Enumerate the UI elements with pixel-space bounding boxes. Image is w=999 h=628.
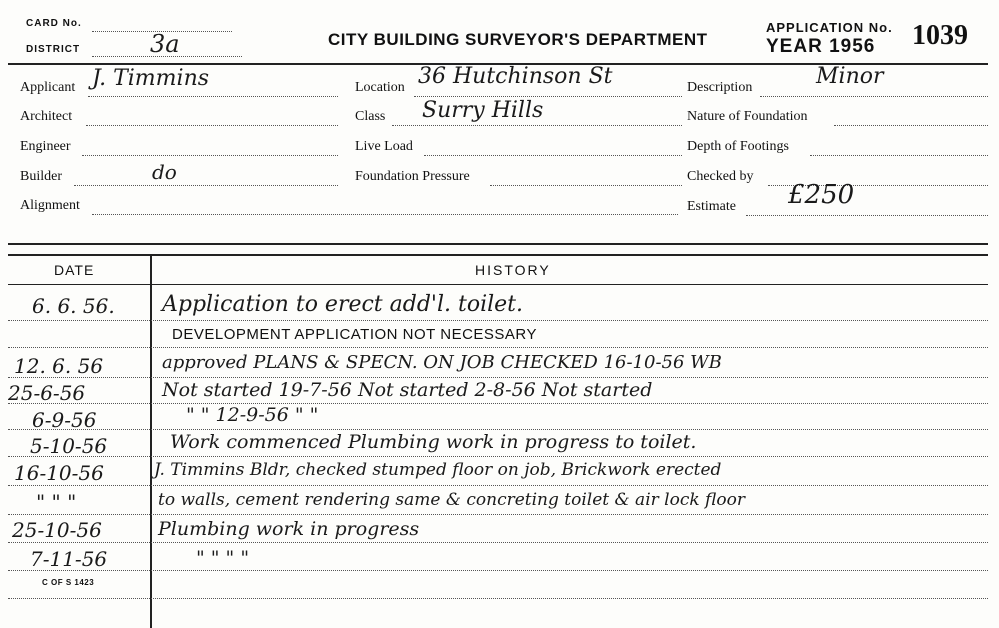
row-rule [8,429,988,430]
architect-label: Architect [20,109,73,124]
alignment-line [92,214,678,215]
row-rule [8,347,988,348]
form-code: C OF S 1423 [42,578,95,587]
row-rule [8,542,988,543]
builder-value: do [152,160,177,184]
row-rule [8,598,988,599]
builder-label: Builder [20,169,62,184]
foundation-pressure-line [490,185,682,186]
row-rule [8,403,988,404]
depth-of-footings-line [810,155,988,156]
history-row-text: " " 12-9-56 " " [186,404,319,426]
estimate-line [746,215,988,216]
date-header: DATE [54,262,95,278]
estimate-value: £250 [788,180,855,210]
application-number: 1039 [912,20,968,51]
history-row-date: 6. 6. 56. [32,294,115,318]
depth-of-footings-label: Depth of Footings [687,139,789,154]
history-row-text: Plumbing work in progress [158,518,420,540]
history-row-text: Application to erect add'l. toilet. [162,292,524,317]
card-no-label: CARD No. [26,18,82,29]
class-value: Surry Hills [422,98,544,123]
history-row-date: 25-6-56 [8,381,86,405]
table-header-bottom [8,284,988,285]
history-header: HISTORY [475,262,551,278]
date-column-divider [150,256,152,628]
history-row-date: 5-10-56 [30,434,108,458]
engineer-line [82,155,338,156]
history-row-text: approved PLANS & SPECN. ON JOB CHECKED 16-10-56 WB [162,352,722,373]
history-row-text: Not started 19-7-56 Not started 2-8-56 Not started [162,379,653,401]
nature-of-foundation-line [834,125,988,126]
row-rule [8,320,988,321]
location-line [414,96,682,97]
history-row-date: 25-10-56 [12,518,102,542]
table-header-top [8,254,988,256]
row-rule [8,456,988,457]
table-top-border [8,243,988,245]
class-line [392,125,682,126]
alignment-label: Alignment [20,198,80,213]
nature-of-foundation-label: Nature of Foundation [687,109,808,124]
live-load-line [424,155,682,156]
row-rule [8,570,988,571]
history-row-date: 7-11-56 [30,547,108,571]
row-rule [8,485,988,486]
engineer-label: Engineer [20,139,71,154]
application-no-label: APPLICATION No. [766,20,893,35]
applicant-value: J. Timmins [92,66,210,91]
description-line [760,96,988,97]
description-value: Minor [816,64,884,89]
history-row-date: " " " [36,490,77,514]
district-value: 3a [150,30,180,58]
history-row-date: 6-9-56 [32,408,97,432]
year-label: YEAR 1956 [766,36,876,57]
location-label: Location [355,80,405,95]
live-load-label: Live Load [355,139,413,154]
department-title: CITY BUILDING SURVEYOR'S DEPARTMENT [328,30,708,49]
foundation-pressure-label: Foundation Pressure [355,169,470,184]
location-value: 36 Hutchinson St [418,64,613,89]
history-row-stamp: DEVELOPMENT APPLICATION NOT NECESSARY [172,326,537,343]
history-row-text: Work commenced Plumbing work in progress to toilet. [170,431,697,453]
builder-line [74,185,338,186]
history-row-date: 12. 6. 56 [14,354,104,378]
applicant-line [88,96,338,97]
history-row-date: 16-10-56 [14,461,104,485]
description-label: Description [687,80,753,95]
row-rule [8,514,988,515]
district-label: DISTRICT [26,44,81,55]
row-rule [8,377,988,378]
history-row-text: to walls, cement rendering same & concreting toilet & air lock floor [158,490,745,510]
class-label: Class [355,109,386,124]
checked-by-label: Checked by [687,169,754,184]
history-row-text: J. Timmins Bldr, checked stumped floor on job, Brickwork erected [154,460,722,480]
history-row-text: " " " " [196,547,250,569]
estimate-label: Estimate [687,199,736,214]
applicant-label: Applicant [20,80,76,95]
architect-line [86,125,338,126]
